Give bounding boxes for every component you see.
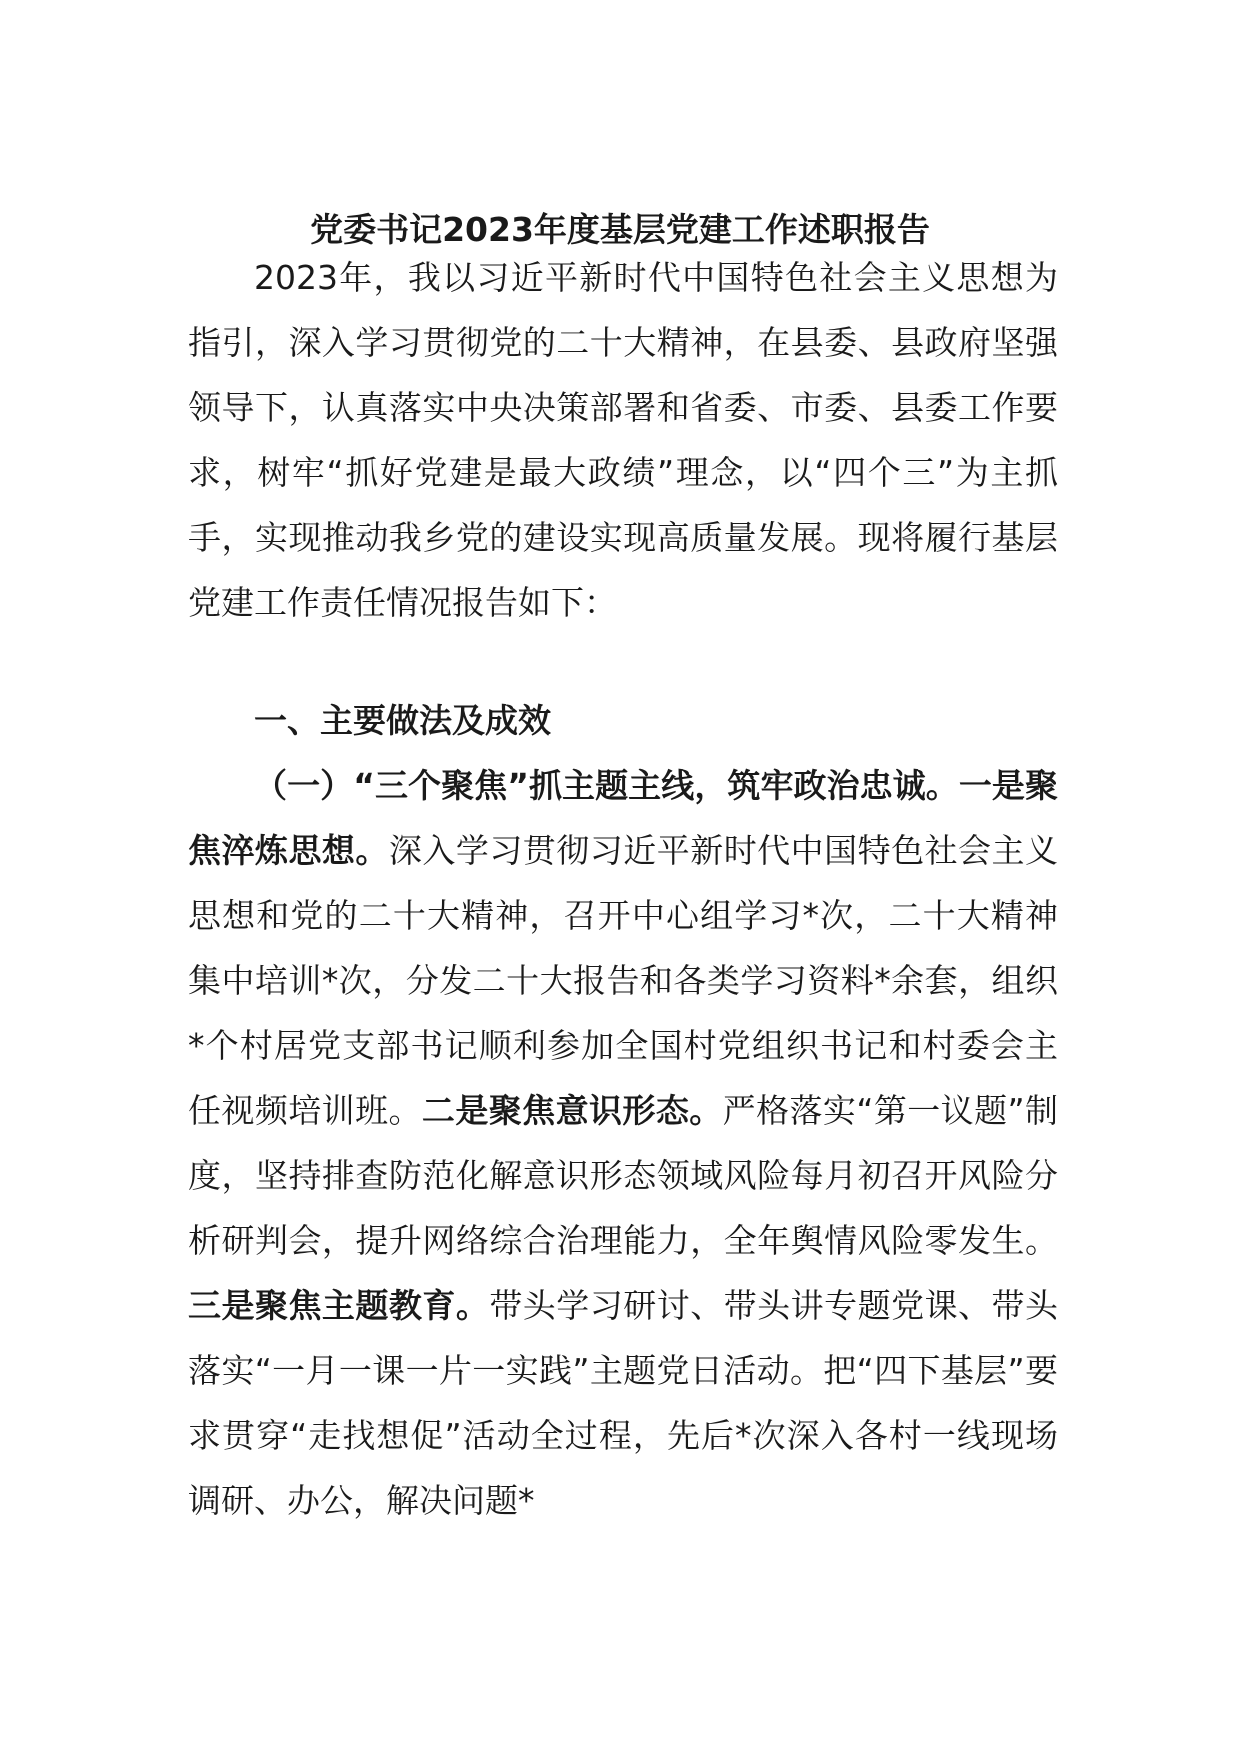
point-text: 带头学习研讨、带头讲专题党课、带头落实“一月一课一片一实践”主题党日活动。把“四下基层”要求贯穿“走找想促”活动全过程，先后*次深入各村一线现场调研、办公，解决问题* (188, 1286, 1059, 1520)
point-label: 一是聚焦淬炼思想。 (188, 766, 1058, 870)
section-heading: 一、主要做法及成效 (254, 701, 551, 740)
subsection-heading: （一）“三个聚焦”抓主题主线，筑牢政治忠诚。 (254, 766, 959, 805)
document-title: 党委书记2023年度基层党建工作述职报告 (310, 210, 930, 249)
point-label: 二是聚焦意识形态。 (421, 1091, 723, 1130)
intro-paragraph: 2023年，我以习近平新时代中国特色社会主义思想为指引，深入学习贯彻党的二十大精神，在县委、县政府坚强领导下，认真落实中央决策部署和省委、市委、县委工作要求，树牢“抓好党建是最大政绩”理念，以“四个三”为主抓手，实现推动我乡党的建设实现高质量发展。现将履行基层党建工作责任情况报告如下： (188, 258, 1058, 622)
point-text: 严格落实“第一议题”制度，坚持排查防范化解意识形态领域风险每月初召开风险分析研判会，提升网络综合治理能力，全年舆情风险零发生。 (188, 1091, 1059, 1260)
subsection-paragraph (188, 753, 1058, 1533)
point-label: 三是聚焦主题教育。 (188, 1286, 490, 1325)
point-text: 深入学习贯彻习近平新时代中国特色社会主义思想和党的二十大精神，召开中心组学习*次，二十大精神集中培训*次，分发二十大报告和各类学习资料*余套，组织*个村居党支部书记顺利参加全国村党组织书记和村委会主任视频培训班。 (188, 831, 1059, 1130)
